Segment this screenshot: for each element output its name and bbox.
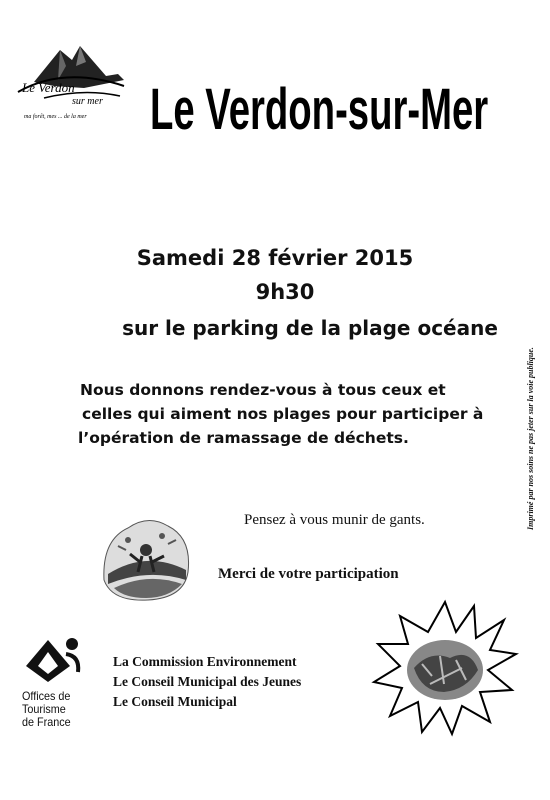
event-date: Samedi 28 février 2015 bbox=[136, 246, 414, 270]
beach-cleanup-icon bbox=[98, 510, 194, 606]
invitation-line-2: celles qui aiment nos plages pour participer à bbox=[82, 405, 484, 423]
print-notice bbox=[526, 300, 544, 530]
page-title: Le Verdon-sur-Mer bbox=[150, 77, 489, 142]
organizer-2: Le Conseil Municipal des Jeunes bbox=[113, 674, 302, 689]
logo-tagline: ma forêt, mes ... de la mer bbox=[24, 114, 87, 120]
mountain-logo-icon bbox=[14, 36, 132, 122]
offices-tourisme-logo-icon bbox=[20, 632, 90, 688]
event-time: 9h30 bbox=[255, 280, 315, 304]
beach-illustration bbox=[98, 510, 194, 606]
offices-tourisme-text bbox=[22, 690, 71, 729]
organizer-1: La Commission Environnement bbox=[113, 654, 297, 669]
office-line-1: Offices de bbox=[22, 689, 71, 703]
thanks-note: Merci de votre participation bbox=[218, 566, 399, 582]
logo-brand-line2: sur mer bbox=[72, 96, 103, 107]
organizer-3: Le Conseil Municipal bbox=[113, 694, 237, 709]
office-line-2: Tourisme bbox=[22, 702, 66, 716]
gloves-note: Pensez à vous munir de gants. bbox=[244, 512, 425, 528]
print-notice-text: Imprimé par nos soins ne pas jeter sur la voie publique. bbox=[526, 347, 535, 530]
starburst-icon bbox=[370, 598, 520, 738]
invitation-line-1: Nous donnons rendez-vous à tous ceux et bbox=[80, 381, 446, 399]
event-location: sur le parking de la plage océane bbox=[122, 316, 498, 340]
invitation-line-3: l’opération de ramassage de déchets. bbox=[78, 429, 409, 447]
starburst-photo bbox=[370, 598, 520, 738]
logo-brand-line1: Le Verdon bbox=[22, 80, 75, 95]
office-line-3: de France bbox=[22, 715, 71, 729]
verdon-logo bbox=[14, 36, 132, 122]
